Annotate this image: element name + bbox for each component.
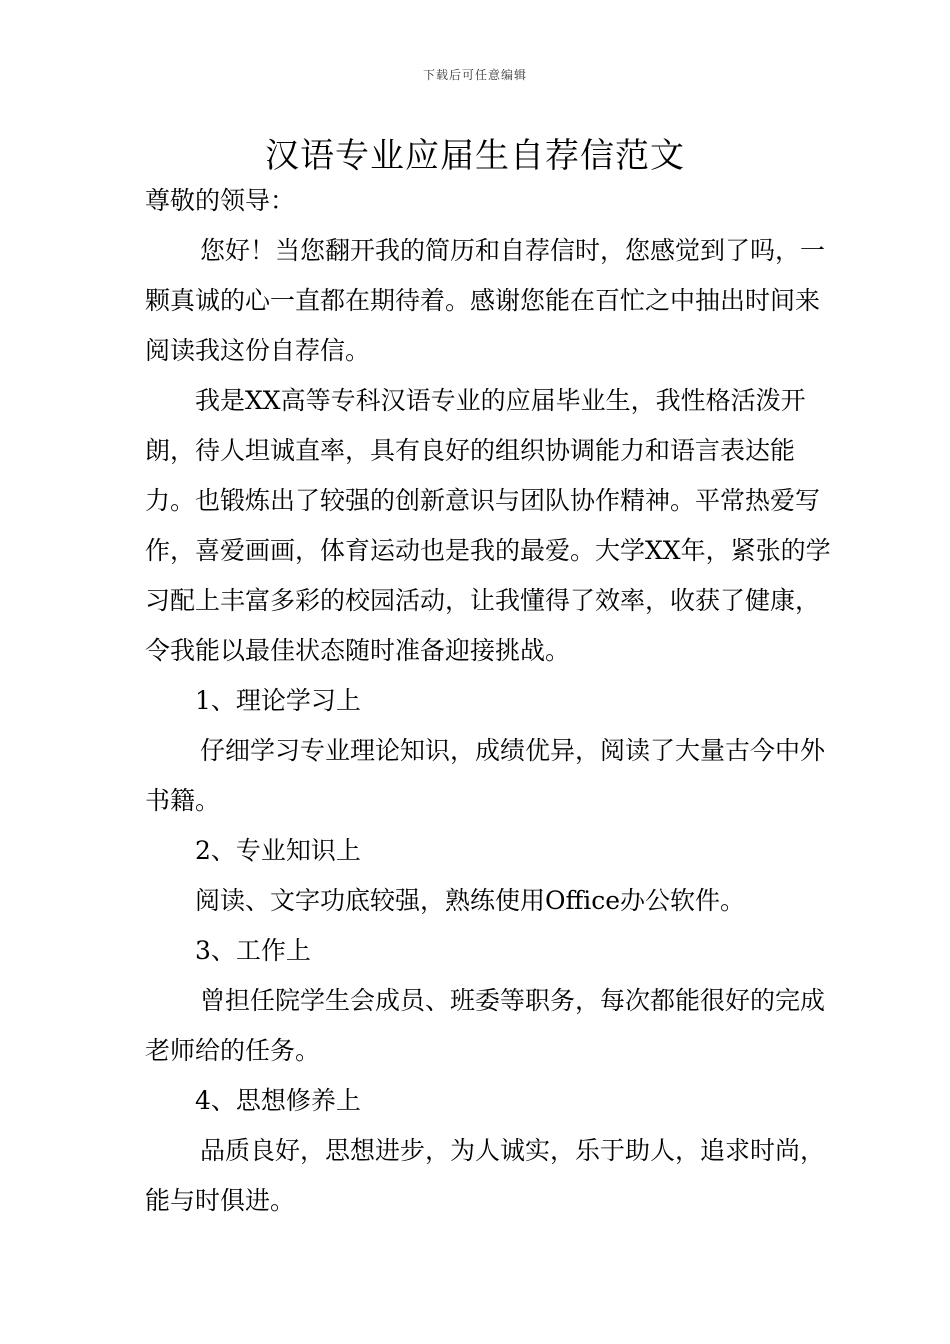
letter-body [145,176,835,1226]
header-note: 下载后可任意编辑 [422,68,527,82]
section-content-professional: 阅读、文字功底较强，熟练使用Office办公软件。 [195,886,746,915]
section-content-character: 品质良好，思想进步，为人诚实，乐于助人，追求时尚，能与时俱进。 [145,1136,826,1215]
section-heading-character: 4、思想修养上 [195,1086,361,1115]
section-heading-work: 3、工作上 [195,936,311,965]
section-content-theory: 仔细学习专业理论知识，成绩优异，阅读了大量古今中外书籍。 [145,736,826,815]
document-title: 汉语专业应届生自荐信范文 [265,136,685,176]
salutation: 尊敬的领导： [145,186,296,215]
section-heading-theory: 1、理论学习上 [195,686,361,715]
paragraph-greeting: 您好！当您翻开我的简历和自荐信时，您感觉到了吗，一颗真诚的心一直都在期待着。感谢您能在百忙之中抽出时间来阅读我这份自荐信。 [145,236,826,365]
paragraph-introduction: 我是XX高等专科汉语专业的应届毕业生，我性格活泼开朗，待人坦诚直率，具有良好的组织协调能力和语言表达能力。也锻炼出了较强的创新意识与团队协作精神。平常热爱写作，喜爱画画，体育运动也是我的最爱。大学XX年，紧张的学习配上丰富多彩的校园活动，让我懂得了效率，收获了健康，令我能以最佳状态随时准备迎接挑战。 [145,386,831,665]
section-heading-professional: 2、专业知识上 [195,836,361,865]
section-content-work: 曾担任院学生会成员、班委等职务，每次都能很好的完成老师给的任务。 [145,986,826,1065]
